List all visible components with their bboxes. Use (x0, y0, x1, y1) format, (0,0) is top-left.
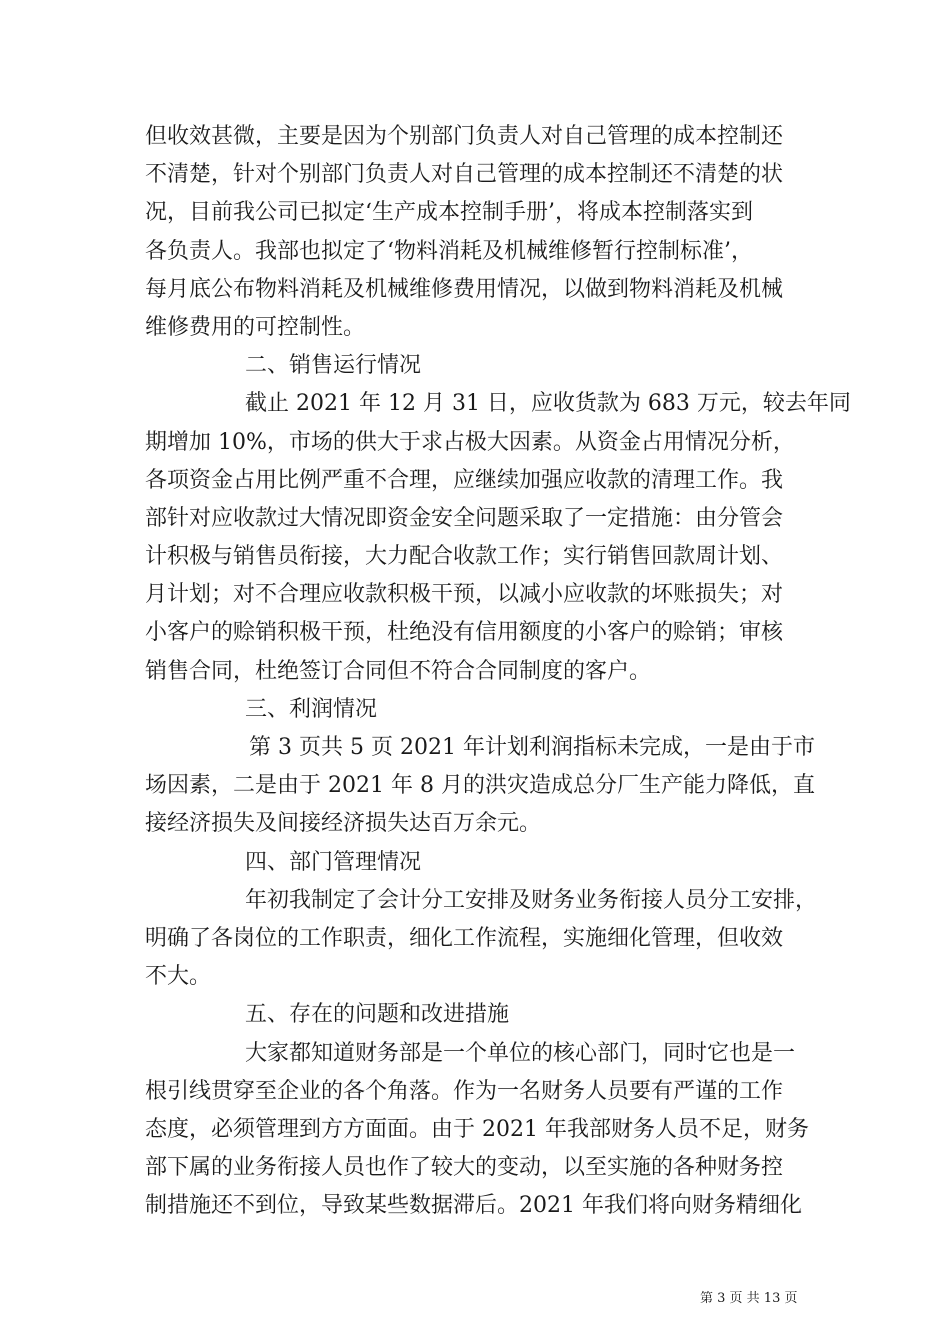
body-line-9: 期增加 10%，市场的供大于求占极大因素。从资金占用情况分析， (145, 429, 795, 455)
body-line-17: 第 3 页共 5 页 2021 年计划利润指标未完成，一是由于市 (249, 735, 815, 760)
body-line-21: 年初我制定了会计分工安排及财务业务衔接人员分工安排， (245, 887, 818, 913)
body-line-26: 根引线贯穿至企业的各个角落。作为一名财务人员要有严谨的工作 (145, 1078, 784, 1104)
body-line-19: 接经济损失及间接经济损失达百万余元。 (145, 811, 542, 837)
body-line-3: 况，目前我公司已拟定‘生产成本控制手册’，将成本控制落实到 (145, 200, 753, 226)
section-heading-issues: 五、存在的问题和改进措施 (245, 1002, 510, 1028)
body-line-13: 月计划；对不合理应收款积极干预，以减小应收款的坏账损失；对 (145, 582, 784, 608)
body-line-15: 销售合同，杜绝签订合同但不符合合同制度的客户。 (145, 658, 652, 684)
body-line-14: 小客户的赊销积极干预，杜绝没有信用额度的小客户的赊销；审核 (145, 620, 784, 646)
body-line-5: 每月底公布物料消耗及机械维修费用情况，以做到物料消耗及机械 (145, 276, 784, 302)
body-line-12: 计积极与销售员衔接，大力配合收款工作；实行销售回款周计划、 (145, 544, 784, 570)
body-line-8: 截止 2021 年 12 月 31 日，应收货款为 683 万元，较去年同 (245, 391, 851, 417)
body-line-23: 不大。 (145, 964, 212, 990)
section-heading-profit: 三、利润情况 (245, 696, 378, 722)
body-line-25: 大家都知道财务部是一个单位的核心部门，同时它也是一 (245, 1040, 796, 1066)
body-line-27: 态度，必须管理到方方面面。由于 2021 年我部财务人员不足，财务 (145, 1116, 809, 1142)
section-heading-sales: 二、销售运行情况 (245, 353, 422, 379)
body-line-4: 各负责人。我部也拟定了‘物料消耗及机械维修暂行控制标准’， (145, 238, 753, 264)
body-line-6: 维修费用的可控制性。 (145, 314, 366, 340)
body-line-10: 各项资金占用比例严重不合理，应继续加强应收款的清理工作。我 (145, 467, 784, 493)
body-line-11: 部针对应收款过大情况即资金安全问题采取了一定措施：由分管会 (145, 505, 784, 531)
page-number-footer: 第 3 页 共 13 页 (700, 1291, 798, 1306)
body-line-18: 场因素，二是由于 2021 年 8 月的洪灾造成总分厂生产能力降低，直 (145, 773, 815, 799)
section-heading-management: 四、部门管理情况 (245, 849, 422, 875)
body-line-22: 明确了各岗位的工作职责，细化工作流程，实施细化管理，但收效 (145, 925, 784, 951)
document-body (145, 118, 851, 1225)
body-line-28: 部下属的业务衔接人员也作了较大的变动，以至实施的各种财务控 (145, 1155, 784, 1181)
body-line-2: 不清楚，针对个别部门负责人对自己管理的成本控制还不清楚的状 (145, 162, 784, 188)
body-line-29: 制措施还不到位，导致某些数据滞后。2021 年我们将向财务精细化 (145, 1193, 802, 1219)
body-line-1: 但收效甚微，主要是因为个别部门负责人对自己管理的成本控制还 (145, 124, 784, 149)
